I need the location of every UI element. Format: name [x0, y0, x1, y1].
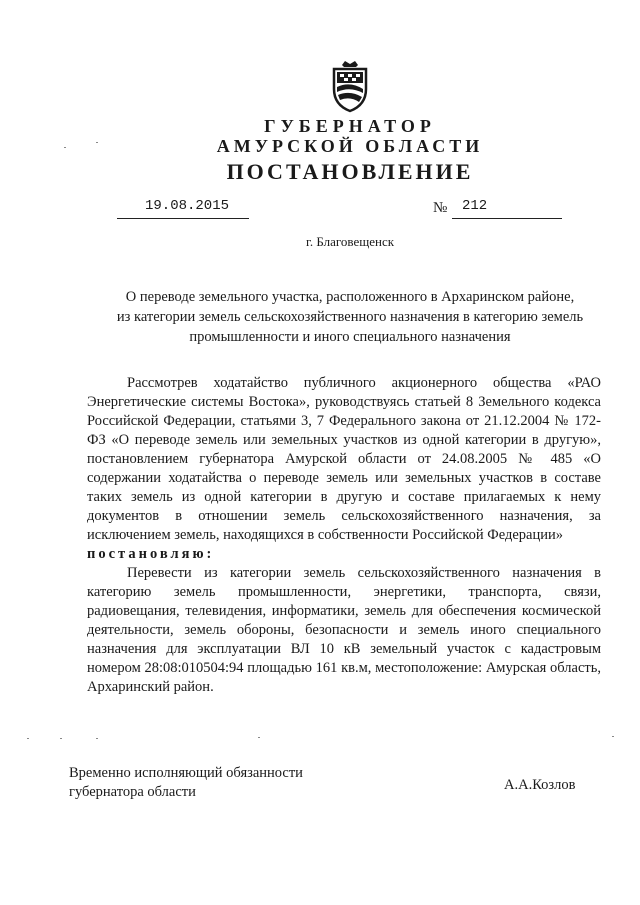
operative-paragraph: Перевести из категории земель сельскохозяйственного назначения в категорию земель промышленности, энергетики, транспорта, связи, радиовещания, телевидения, информатики, земель для обеспечения космической деятельности, земель обороны, безопасности и земель иного специального назначения для эксплуатации ВЛ 10 кВ земельный участок с кадастровым номером 28:08:010504:94 площадью 161 кв.м, местоположение: Амурская область, Архаринский район.	[87, 565, 601, 695]
preamble-paragraph: Рассмотрев ходатайство публичного акционерного общества «РАО Энергетические системы Востока», руководствуясь статьей 8 Земельного кодекса Российской Федерации, статьями 3, 7 Федерального закона от 21.12.2004 № 172-ФЗ «О переводе земель или земельных участков из одной категории в другую», постановлением губернатора Амурской области от 24.08.2005 № 485 «О содержании ходатайства о переводе земель или земельных участков в составе таких земель из одной категории в другую и составе прилагаемых к нему документов в отношении земель сельскохозяйственного назначения, за исключением земель, находящихся в собственности Российской Федерации»	[87, 375, 601, 543]
number-field	[452, 198, 562, 219]
position-line: Временно исполняющий обязанности	[69, 765, 303, 781]
signatory-position	[69, 764, 303, 802]
document-type: ПОСТАНОВЛЕНИЕ	[226, 159, 474, 184]
coat-of-arms-icon	[328, 59, 372, 113]
date-field	[117, 198, 249, 219]
position-line: губернатора области	[69, 784, 196, 800]
number-sign: №	[433, 200, 448, 216]
document-number: 212	[462, 198, 488, 214]
document-title	[80, 287, 620, 347]
issuer-title: ГУБЕРНАТОР	[264, 116, 436, 136]
issuer-region: АМУРСКОЙ ОБЛАСТИ	[216, 136, 484, 156]
title-line: О переводе земельного участка, расположенного в Архаринском районе,	[125, 289, 575, 305]
city: г. Благовещенск	[305, 234, 395, 249]
title-line: промышленности и иного специального назначения	[189, 329, 511, 345]
signatory-name: А.А.Козлов	[504, 777, 576, 793]
document-date: 19.08.2015	[145, 198, 230, 214]
document-body	[87, 374, 601, 697]
resolve-word: постановляю:	[87, 546, 215, 562]
title-line: из категории земель сельскохозяйственного назначения в категорию земель	[116, 309, 584, 325]
